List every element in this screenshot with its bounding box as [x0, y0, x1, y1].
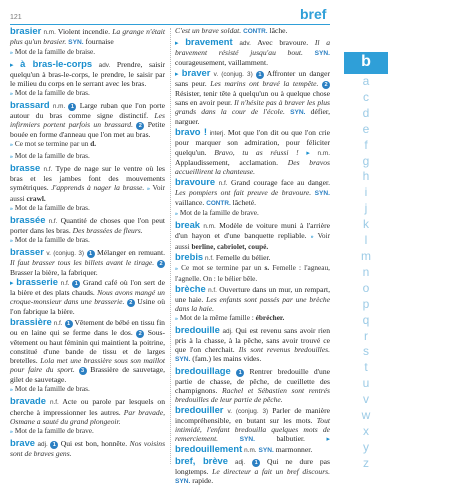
see-also: » Voir aussi crawl.	[10, 182, 165, 203]
see-also: » Voir aussi berline, cabriolet, coupé.	[175, 230, 330, 251]
headword: brassière	[10, 316, 52, 328]
index-letter-n[interactable]: n	[362, 264, 370, 279]
family-note: » Mot de la famille de bras.	[10, 150, 90, 160]
grammar-label: n.m.	[203, 222, 216, 230]
index-letter-r[interactable]: r	[364, 328, 368, 343]
definition: Qui est bon, honnête.	[60, 438, 128, 448]
headword: brebis	[175, 250, 204, 262]
alphabet-index	[344, 52, 388, 472]
index-letter-u[interactable]: u	[362, 376, 370, 391]
example: Ils sont revenus bredouilles.	[238, 345, 330, 355]
sense-number: 2	[127, 299, 135, 307]
headword: brave	[10, 436, 36, 448]
index-letter-e[interactable]: e	[362, 121, 370, 136]
index-letter-j[interactable]: j	[364, 201, 368, 216]
definition: Avec bravoure.	[257, 38, 309, 48]
entry-braver	[175, 68, 330, 126]
family-arrow-icon: »	[175, 210, 178, 217]
index-letter-l[interactable]: l	[364, 233, 368, 248]
family-note: » Mot de la famille de bras.	[10, 202, 90, 212]
synonym: défier, narguer.	[175, 107, 330, 127]
headword: brassée	[10, 213, 46, 225]
grammar-label: n.m.	[52, 103, 66, 111]
synonym: fournaise	[85, 37, 114, 47]
headword: bravement	[185, 36, 233, 48]
headword: break	[175, 218, 201, 230]
family-note: » Mot de la famille de bras.	[10, 384, 90, 394]
sense-number: 1	[50, 441, 58, 449]
subentry-arrow-icon: ▸	[326, 434, 330, 443]
index-letter-i[interactable]: i	[364, 185, 368, 200]
entry-brassiere	[10, 317, 165, 395]
index-letter-m[interactable]: m	[361, 248, 371, 263]
grammar-label: adj.	[222, 328, 233, 336]
headword: bravade	[10, 395, 46, 407]
synonym: (fam.) les mains vides.	[192, 354, 262, 364]
entry-bredouillage	[175, 366, 330, 404]
grammar-label: adj.	[37, 440, 48, 448]
family-arrow-icon: »	[10, 153, 13, 160]
example: Nous avons mangé un croque-monsieur dans une brasserie.	[10, 288, 165, 307]
sense-number: 1	[252, 459, 260, 467]
definition: Grand courage face au danger.	[231, 177, 330, 187]
definition: Type de nage sur le ventre où les bras et les jambes font des mouvements symétriques.	[10, 163, 165, 192]
family-note: » Mot de la famille de braise.	[10, 47, 96, 57]
entry-brasser	[10, 247, 165, 316]
headword: braver	[181, 67, 211, 79]
example: Tout intimidé, l'enfant bredouilla quelques mots de remerciement.	[175, 415, 331, 443]
definition: Prendre, saisir quelqu'un à bras-le-corps, le prendre, le saisir par le milieu du corps en le serrant avec les bras.	[10, 60, 166, 89]
headword: brèche	[175, 283, 206, 295]
example: Des brassées de fleurs.	[72, 225, 143, 235]
sense-number: 2	[322, 81, 330, 89]
definition: Usine où l'on fabrique la bière.	[10, 297, 165, 317]
example: Rachel et Sébastien sont rentrés bredouilles de leur partie de pêche.	[175, 385, 330, 404]
synonym: marmonner.	[275, 444, 313, 454]
syn-label: SYN.	[314, 50, 330, 58]
antonym: lâche.	[269, 26, 288, 35]
family-note: » Mot de la même famille : ébrécher.	[175, 313, 285, 323]
entry-bredouiller	[175, 405, 330, 455]
definition: Qui ne dure pas longtemps.	[175, 456, 330, 476]
definition: Quantité de choses que l'on peut porter dans les bras.	[10, 215, 165, 235]
subentry-arrow-icon: ▸	[175, 70, 179, 79]
example: Lola met une brassière sous son maillot pour faire du sport.	[10, 356, 165, 375]
headword: brasse	[10, 161, 41, 173]
see-arrow-icon: »	[310, 233, 314, 240]
definition: Ouverture dans un mur, un rempart, une haie.	[175, 285, 331, 305]
grammar-label: adv.	[239, 40, 251, 48]
family-arrow-icon: »	[10, 237, 13, 244]
index-letter-q[interactable]: q	[362, 312, 370, 327]
subentry-headword: brasserie	[16, 276, 58, 288]
sense-number: 1	[256, 71, 264, 79]
headword: brasier	[10, 25, 42, 36]
contr-label: CONTR.	[243, 28, 268, 35]
syn-label: SYN.	[290, 109, 306, 117]
family-note: » Mot de la famille de brave.	[175, 207, 259, 217]
syn-label: SYN.	[175, 356, 191, 364]
entry-brassee	[10, 215, 165, 246]
entry-breche	[175, 284, 330, 324]
example: Les enfants sont passés par une brèche dans la haie.	[175, 295, 330, 314]
index-letter-o[interactable]: o	[362, 280, 370, 295]
entry-brebis	[175, 252, 330, 283]
synonym: balbutier.	[276, 433, 305, 443]
entry-bravoure	[175, 177, 330, 219]
index-letter-a[interactable]: a	[362, 74, 370, 88]
index-letter-t[interactable]: t	[364, 360, 368, 375]
spelling-note: » Ce mot se termine par un s. Femelle : l'agneau, l'agnelle. On : le bélier bêle.	[175, 263, 331, 284]
headword: bravoure	[175, 175, 216, 187]
example: Il n'hésite pas à braver les plus grands dans la cour de l'école.	[175, 98, 330, 117]
grammar-label: adv.	[98, 62, 111, 70]
headword: bredouillage	[175, 364, 231, 376]
family-arrow-icon: »	[10, 205, 13, 212]
sense-number: 1	[72, 280, 80, 288]
entry-bravade	[10, 396, 165, 436]
syn-label: SYN.	[175, 477, 191, 485]
index-letter-g[interactable]: g	[362, 153, 370, 168]
grammar-label: n.m.	[317, 149, 330, 157]
column-separator	[170, 28, 171, 464]
index-letter-s[interactable]: s	[363, 344, 369, 359]
entry-bravo	[175, 127, 330, 175]
grammar-label: n.f.	[205, 254, 214, 262]
definition: Modèle de voiture muni à l'arrière d'un hayon et d'une banquette repliable.	[175, 220, 330, 240]
sense-number: 2	[136, 122, 144, 130]
definition: Violent incendie.	[57, 27, 111, 36]
subentry-headword: bredouillement	[175, 442, 243, 454]
example: Par bravade, Osmane a sauté du grand plongeoir.	[10, 407, 165, 426]
syn-label: SYN.	[258, 446, 274, 454]
definition: Vêtement de bébé en tissu fin ou en laine qui se ferme dans le dos.	[10, 318, 165, 338]
subentry-arrow-icon: ▸	[10, 61, 14, 70]
family-arrow-icon: »	[10, 428, 13, 435]
index-letter-y[interactable]: y	[363, 439, 369, 454]
grammar-label: n.f.	[208, 287, 217, 295]
antonym: lâcheté.	[232, 197, 257, 207]
left-column	[10, 26, 165, 459]
headword: bref, brève	[175, 454, 228, 466]
grammar-label: interj.	[209, 130, 226, 138]
example: J'apprends à nager la brasse.	[51, 182, 145, 192]
index-letter-d[interactable]: d	[362, 105, 370, 120]
definition: Large ruban que l'on porte autour du bras comme signe distinctif.	[10, 101, 166, 121]
index-letter-z[interactable]: z	[363, 455, 369, 470]
example: Des bravos accueillirent la chanteuse.	[175, 157, 330, 176]
index-letter-v[interactable]: v	[363, 392, 369, 407]
example: Les infirmiers portent parfois un brassard.	[10, 111, 165, 130]
note-arrow-icon: »	[175, 266, 178, 273]
definition: Sous-vêtement ou haut féminin qui maintient la poitrine, constitué d'une bande de tissu et de larges bretelles.	[10, 328, 165, 366]
sense-number: 3	[79, 367, 87, 375]
page-number: 121	[10, 14, 22, 21]
see-arrow-icon: »	[147, 185, 151, 192]
syn-label: SYN.	[239, 435, 255, 443]
headword: bredouiller	[175, 403, 224, 415]
entry-brasse	[10, 163, 165, 214]
definition: Brasser la bière, la fabriquer.	[10, 267, 98, 277]
entry-bref	[175, 456, 330, 486]
index-letter-x[interactable]: x	[363, 423, 369, 438]
sense-number: 1	[68, 103, 76, 111]
entry-bravement	[175, 37, 330, 67]
family-arrow-icon: »	[10, 50, 13, 57]
family-arrow-icon: »	[175, 316, 178, 323]
example: Les marins ont bravé la tempête.	[210, 79, 319, 89]
index-letter-f[interactable]: f	[364, 137, 368, 152]
sense-number: 2	[157, 260, 165, 268]
index-letter-k[interactable]: k	[363, 217, 369, 232]
family-note: » Mot de la famille de bras.	[10, 88, 90, 98]
definition: Résister, tenir tête à quelqu'un ou à quelque chose sans en avoir peur.	[175, 89, 330, 108]
example: Le directeur a fait un bref discours.	[212, 466, 331, 476]
headword: bredouille	[175, 324, 220, 336]
definition: Petite bouée en forme d'anneau que l'on met au bras.	[10, 120, 165, 140]
syn-label: SYN.	[314, 189, 330, 197]
index-letter-p[interactable]: p	[362, 296, 370, 311]
definition: Mot que l'on dit ou que l'on crie pour marquer son admiration, pour féliciter quelqu'un.	[175, 128, 330, 157]
example: Il a bravement résisté jusqu'au bout.	[175, 38, 331, 58]
entry-brassard	[10, 100, 165, 161]
example: Les pompiers ont fait preuve de bravoure.	[175, 187, 312, 197]
grammar-label: v. (conjug. 3)	[213, 71, 253, 79]
entry-brave-continued	[175, 26, 330, 36]
grammar-label: n.m.	[244, 446, 257, 454]
subentry-arrow-icon: ▸	[306, 148, 310, 157]
grammar-label: n.f.	[49, 399, 59, 407]
grammar-label: n.f.	[60, 280, 70, 288]
subentry-arrow-icon: ▸	[10, 279, 14, 288]
entry-brasier	[10, 26, 165, 58]
example: Il faut brasser tous les billets avant le tirage.	[10, 257, 155, 267]
definition: Acte ou parole par lesquels on cherche à impressionner les autres.	[10, 397, 165, 417]
grammar-label: n.f.	[48, 217, 58, 225]
sense-number: 1	[65, 320, 73, 328]
definition: Parler de manière incompréhensible, en butant sur les mots.	[175, 405, 330, 425]
definition: Femelle du bélier.	[215, 252, 271, 262]
grammar-label: n.f.	[53, 320, 63, 328]
family-note: » Mot de la famille de bras.	[10, 234, 90, 244]
definition: Rentrer bredouille d'une partie de chasse, de pêche, de cueillette des champignons.	[175, 366, 330, 395]
headword: bravo !	[175, 126, 207, 138]
family-note: » Mot de la famille de brave.	[10, 425, 94, 435]
definition: Affronter un danger sans peur.	[175, 69, 330, 89]
headword: brassard	[10, 99, 50, 111]
index-letter-w[interactable]: w	[361, 408, 371, 423]
definition: Grand café où l'on sert de la bière et des plats chauds.	[10, 278, 165, 298]
grammar-label: v. (conjug. 3)	[227, 407, 269, 415]
index-letter-h[interactable]: h	[362, 169, 370, 184]
example: Nos voisins sont de braves gens.	[10, 438, 166, 458]
subentry-arrow-icon: ▸	[175, 39, 179, 48]
entry-brave	[10, 438, 165, 458]
sense-number: 2	[136, 330, 144, 338]
grammar-label: v. (conjug. 3)	[46, 249, 85, 257]
note-arrow-icon: »	[10, 142, 13, 149]
headword: à bras-le-corps	[20, 58, 93, 70]
grammar-label: n.f.	[43, 165, 53, 173]
family-arrow-icon: »	[10, 91, 13, 98]
grammar-label: n.m.	[43, 29, 56, 36]
contr-label: CONTR.	[206, 199, 231, 207]
entry-bredouille	[175, 325, 330, 364]
family-arrow-icon: »	[10, 387, 13, 394]
definition: Mélanger en remuant.	[96, 247, 165, 257]
index-letter-c[interactable]: c	[363, 89, 369, 104]
synonym: rapide.	[192, 475, 214, 485]
sense-number: 1	[87, 250, 95, 258]
grammar-label: adj.	[234, 458, 246, 466]
definition: Qui est revenu sans avoir rien pris à la chasse, à la pêche, sans avoir trouvé ce que l'on cherchait.	[175, 326, 330, 355]
running-head: bref	[300, 6, 327, 22]
synonym: vaillance.	[175, 197, 205, 207]
example: C'est un brave soldat.	[175, 26, 242, 35]
spelling-note: » Ce mot se termine par un d.	[10, 139, 97, 149]
entry-break	[175, 220, 330, 251]
example: Bravo, tu as réussi !	[214, 147, 299, 157]
definition: Applaudissement, acclamation.	[175, 157, 278, 167]
grammar-label: n.f.	[218, 179, 228, 187]
index-tab-active[interactable]: b	[344, 52, 388, 74]
syn-label: SYN.	[68, 39, 84, 47]
sense-number: 1	[236, 369, 244, 377]
synonym: courageusement, vaillamment.	[175, 58, 268, 68]
definition: Brassière de sauvetage, gilet de sauvetage.	[10, 365, 165, 385]
entry-bras-le-corps	[10, 59, 165, 99]
right-column	[175, 26, 330, 487]
header-rule	[10, 24, 330, 25]
headword: brasser	[10, 245, 44, 257]
example: La grange n'était plus qu'un brasier.	[10, 27, 165, 47]
